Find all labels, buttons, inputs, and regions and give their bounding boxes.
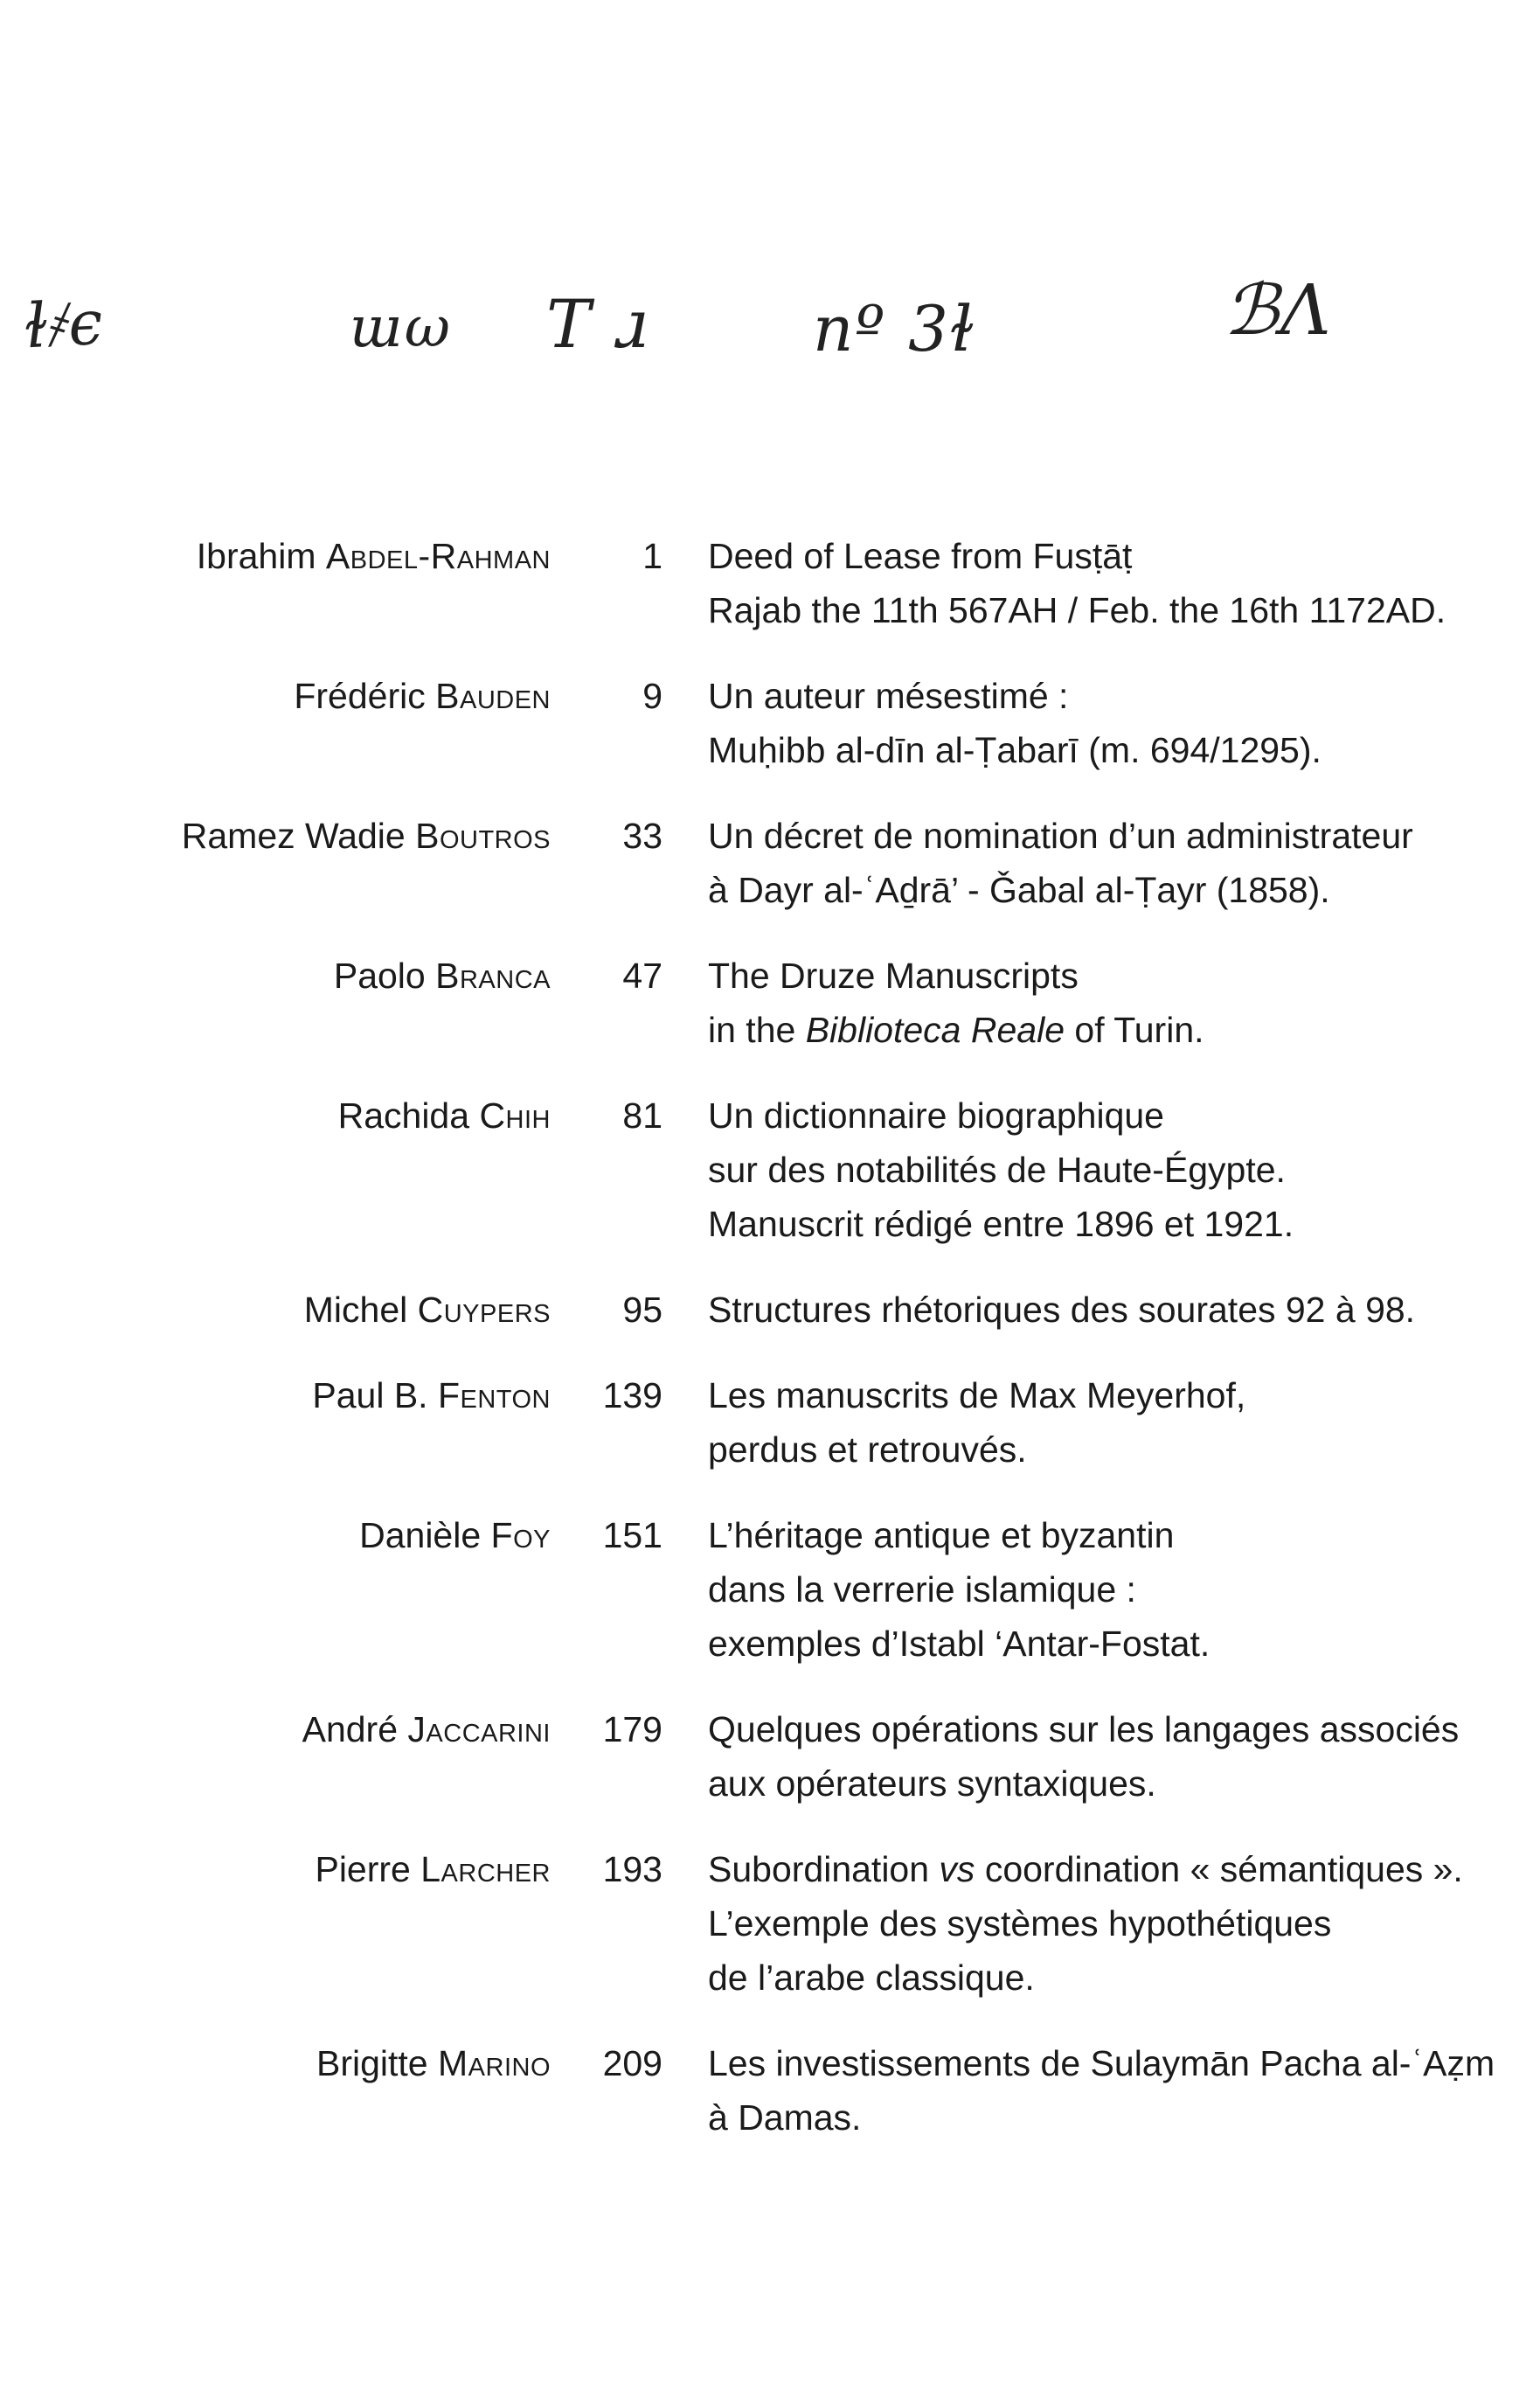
article-title: [708, 529, 1521, 637]
toc-entry: [0, 669, 1540, 777]
italic-term: Biblioteca Reale: [805, 1010, 1065, 1050]
page-number: 33: [622, 816, 662, 856]
article-title: [708, 669, 1521, 777]
article-title-line: Quelques opérations sur les langages associés: [708, 1709, 1460, 1749]
toc-entry: [0, 949, 1540, 1057]
article-title: [708, 1508, 1521, 1671]
article-title-line: à Damas.: [708, 2097, 862, 2138]
author-surname: Marino: [438, 2043, 551, 2083]
handwritten-annotations: [0, 269, 1540, 393]
page-number: 47: [622, 956, 662, 996]
article-title: [708, 1702, 1521, 1811]
author-name: [0, 2036, 551, 2090]
article-title-line: Deed of Lease from Fusṭāṭ: [708, 536, 1133, 576]
article-title: [708, 1842, 1521, 2005]
author-given-name: André: [302, 1709, 408, 1749]
article-title: [708, 1283, 1521, 1337]
article-title-line: sur des notabilités de Haute-Égypte.: [708, 1150, 1286, 1190]
toc-entry: [0, 2036, 1540, 2145]
author-given-name: Ramez Wadie: [181, 816, 416, 856]
italic-term: vs: [939, 1849, 975, 1889]
toc-entry: [0, 1702, 1540, 1811]
author-given-name: Pierre: [315, 1849, 421, 1889]
page-number: 151: [602, 1515, 662, 1555]
article-title-line: L’héritage antique et byzantin: [708, 1515, 1175, 1555]
article-title: [708, 809, 1521, 917]
table-of-contents: [0, 529, 1540, 2145]
article-title-line: Muḥibb al-dīn al-Ṭabarī (m. 694/1295).: [708, 730, 1321, 770]
article-title-line: Un décret de nomination d’un administrateur: [708, 816, 1413, 856]
author-surname: Foy: [490, 1515, 551, 1555]
page-number: 95: [622, 1290, 662, 1330]
author-surname: Larcher: [420, 1849, 551, 1889]
author-given-name: Rachida: [337, 1095, 480, 1136]
page-number: 81: [622, 1095, 662, 1136]
article-title-line: L’exemple des systèmes hypothétiques: [708, 1903, 1332, 1944]
article-title-line: aux opérateurs syntaxiques.: [708, 1763, 1156, 1804]
author-surname: Jaccarini: [407, 1709, 551, 1749]
toc-entry: [0, 809, 1540, 917]
page-number: 193: [602, 1849, 662, 1889]
author-given-name: Danièle: [359, 1515, 491, 1555]
page-number: 209: [602, 2043, 662, 2083]
author-name: [0, 1508, 551, 1562]
article-title-line: perdus et retrouvés.: [708, 1429, 1027, 1470]
page-number: 139: [602, 1375, 662, 1415]
article-title: [708, 949, 1521, 1057]
author-name: [0, 1702, 551, 1756]
handwritten-note-5: ℬΛ: [1224, 269, 1333, 351]
article-title-line: dans la verrerie islamique :: [708, 1569, 1136, 1610]
author-surname: Chih: [479, 1095, 551, 1136]
article-title: [708, 1088, 1521, 1251]
author-given-name: Paolo: [333, 956, 436, 996]
article-title-line: à Dayr al-ʿAḏrā’ - Ǧabal al-Ṭayr (1858).: [708, 870, 1330, 910]
author-name: [0, 529, 551, 583]
author-name: [0, 1088, 551, 1143]
author-name: [0, 1283, 551, 1337]
author-given-name: Paul B.: [312, 1375, 438, 1415]
handwritten-note-2: ɯω: [350, 296, 452, 360]
article-title-line: Les manuscrits de Max Meyerhof,: [708, 1375, 1246, 1415]
toc-entry: [0, 1368, 1540, 1477]
article-title-line: Rajab the 11th 567AH / Feb. the 16th 1172AD.: [708, 590, 1446, 630]
author-given-name: Michel: [303, 1290, 418, 1330]
article-title-line: de l’arabe classique.: [708, 1957, 1035, 1998]
toc-entry: [0, 1283, 1540, 1337]
article-title-line: in the Biblioteca Reale of Turin.: [708, 1010, 1204, 1050]
article-title-line: The Druze Manuscripts: [708, 956, 1079, 996]
article-title-line: Manuscrit rédigé entre 1896 et 1921.: [708, 1204, 1294, 1244]
author-surname: Branca: [435, 956, 551, 996]
author-surname: Cuypers: [417, 1290, 551, 1330]
article-title-line: Subordination vs coordination « sémantiques ».: [708, 1849, 1463, 1889]
author-surname: Fenton: [437, 1375, 551, 1415]
author-surname: Abdel-Rahman: [325, 536, 551, 576]
article-title-line: Un dictionnaire biographique: [708, 1095, 1164, 1136]
author-name: [0, 949, 551, 1003]
article-title-line: Les investissements de Sulaymān Pacha al-ʿAẓm: [708, 2043, 1495, 2083]
author-given-name: Ibrahim: [196, 536, 326, 576]
author-given-name: Brigitte: [316, 2043, 438, 2083]
article-title-line: Un auteur mésestimé :: [708, 676, 1069, 716]
article-title: [708, 1368, 1521, 1477]
toc-entry: [0, 1508, 1540, 1671]
article-title-line: exemples d’Istabl ‘Antar-Fostat.: [708, 1624, 1210, 1664]
author-name: [0, 1842, 551, 1896]
author-surname: Bauden: [435, 676, 551, 716]
author-name: [0, 1368, 551, 1422]
page-number: 1: [642, 536, 662, 576]
handwritten-note-3: T ɹ: [546, 285, 650, 363]
handwritten-note-1: ɫ҂ϵ: [22, 286, 107, 363]
article-title-line: Structures rhétoriques des sourates 92 à 98.: [708, 1290, 1416, 1330]
toc-entry: [0, 1088, 1540, 1251]
author-name: [0, 669, 551, 723]
article-title: [708, 2036, 1521, 2145]
page-number: 9: [642, 676, 662, 716]
author-name: [0, 809, 551, 863]
page-number: 179: [602, 1709, 662, 1749]
handwritten-note-4: nº 3ɫ: [813, 292, 976, 365]
toc-entry: [0, 529, 1540, 637]
author-given-name: Frédéric: [294, 676, 436, 716]
author-surname: Boutros: [415, 816, 551, 856]
toc-entry: [0, 1842, 1540, 2005]
